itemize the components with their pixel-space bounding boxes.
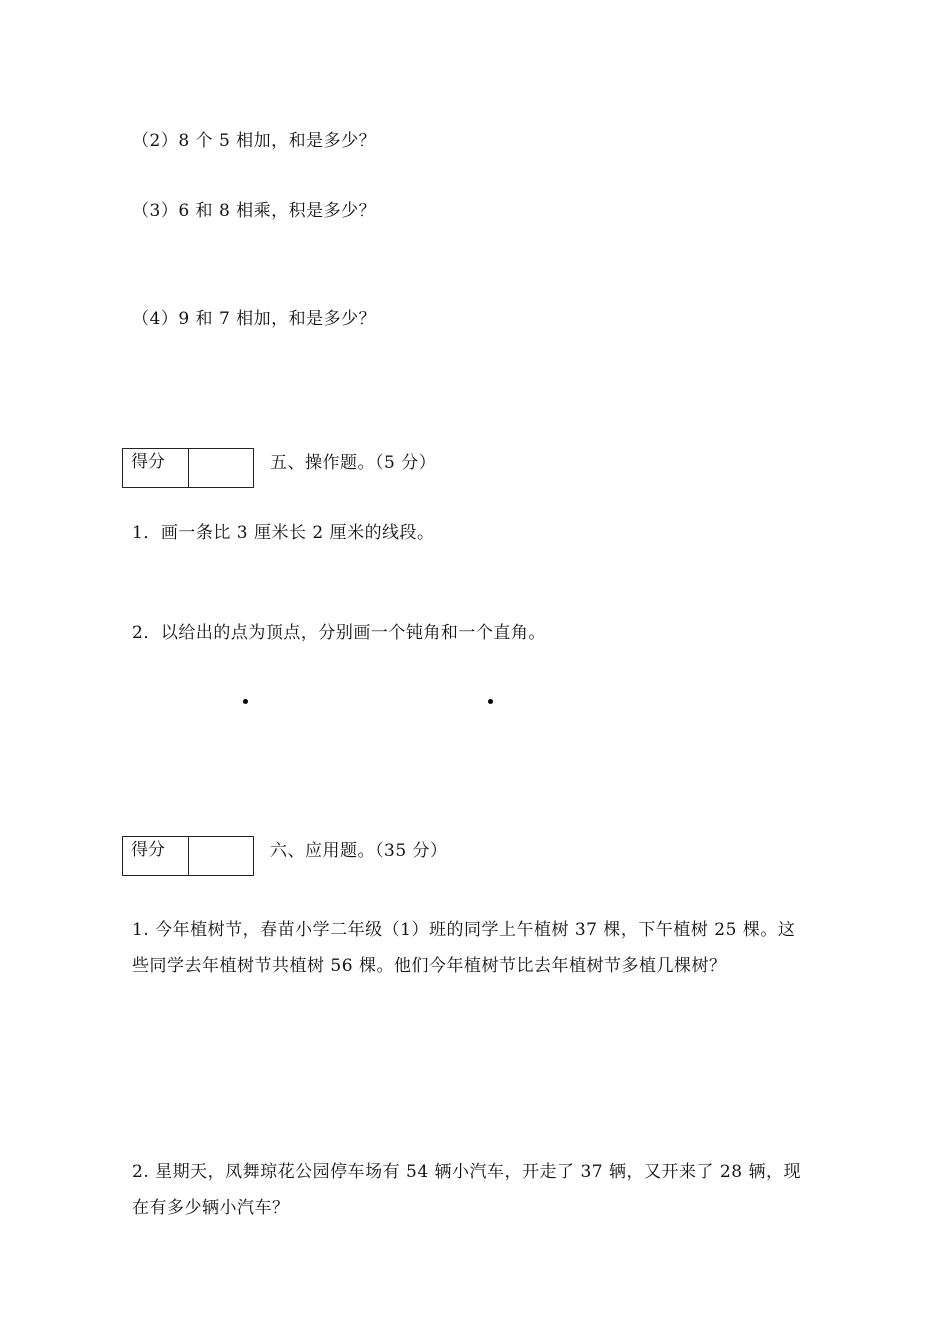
score-box-section6 [122,836,254,876]
section6-question-2 [132,1154,832,1226]
score-blank-cell [189,449,253,487]
vertex-point-obtuse [243,699,248,704]
question-line: 在有多少辆小汽车？ [132,1198,290,1218]
question-line: 1. 今年植树节，春苗小学二年级（1）班的同学上午植树 37 棵，下午植树 25 棵。这 [132,920,796,940]
section5-question-2: 2．以给出的点为顶点，分别画一个钝角和一个直角。 [132,623,546,643]
section5-title: 五、操作题。（5 分） [270,453,437,473]
section6-title: 六、应用题。（35 分） [270,841,448,861]
question-line: 2. 星期天，凤舞琼花公园停车场有 54 辆小汽车，开走了 37 辆，又开来了 28 辆，现 [132,1162,801,1182]
score-box-section5 [122,448,254,488]
question-4-4: （4）9 和 7 相加，和是多少？ [132,309,377,329]
score-label: 得分 [123,449,189,487]
score-label: 得分 [123,837,189,875]
section6-question-1 [132,912,832,984]
vertex-point-right [488,699,493,704]
question-4-3: （3）6 和 8 相乘，积是多少？ [132,201,377,221]
question-line: 些同学去年植树节共植树 56 棵。他们今年植树节比去年植树节多植几棵树？ [132,956,727,976]
question-4-2: （2）8 个 5 相加，和是多少？ [132,131,377,151]
section5-question-1: 1．画一条比 3 厘米长 2 厘米的线段。 [132,523,435,543]
score-blank-cell [189,837,253,875]
